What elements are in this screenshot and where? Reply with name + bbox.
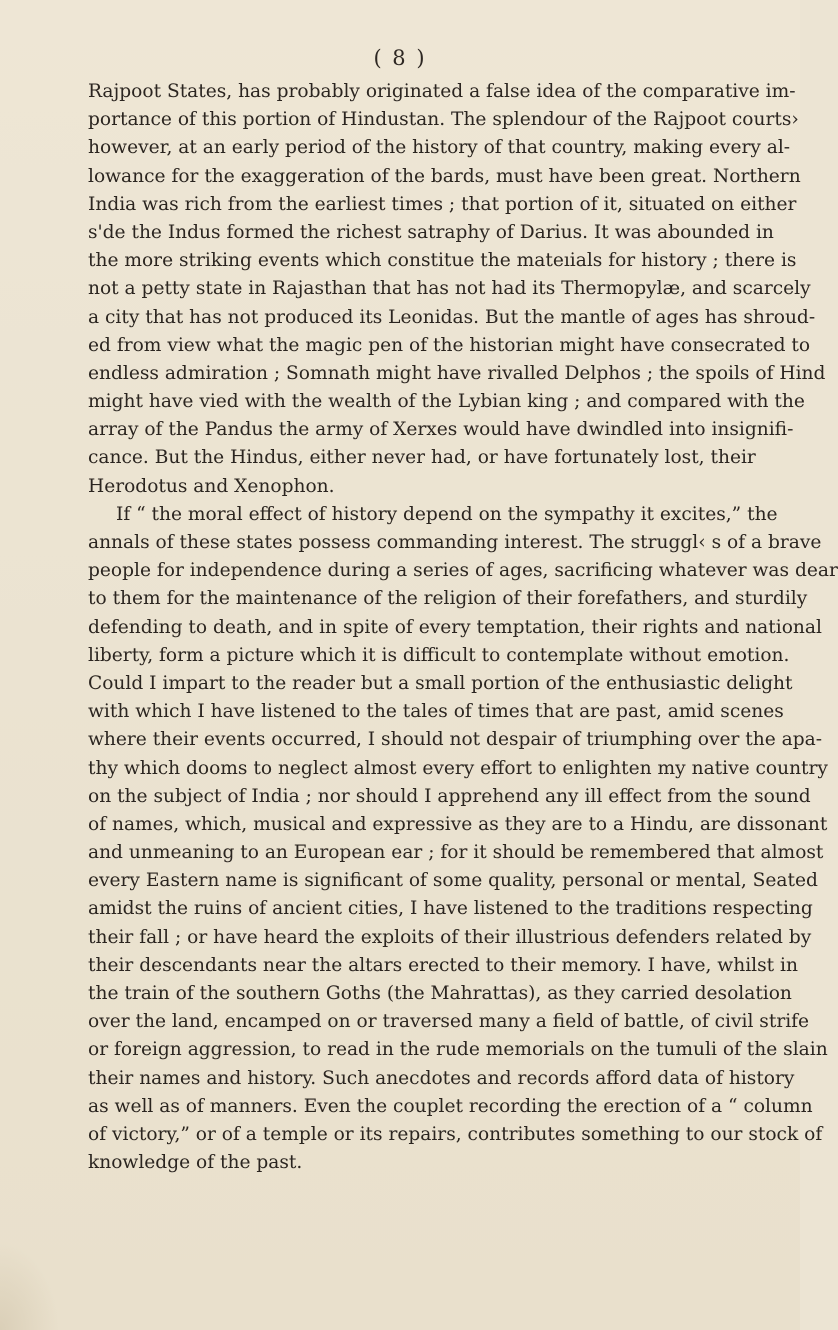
text-line: people for independence during a series of ages, sacrificing whatever was dear (88, 560, 838, 582)
text-line: as well as of manners. Even the couplet recording the erection of a “ column (88, 1095, 813, 1117)
text-line: cance. But the Hindus, either never had, or have fortunately lost, their (88, 447, 756, 469)
text-line: on the subject of India ; nor should I apprehend any ill effect from the sound (88, 785, 811, 807)
text-line: defending to death, and in spite of every temptation, their rights and national (88, 616, 822, 638)
text-line: If “ the moral effect of history depend on the sympathy it excites,” the (116, 503, 778, 525)
text-line: with which I have listened to the tales of times that are past, amid scenes (88, 701, 784, 723)
text-line: their fall ; or have heard the exploits of their illustrious defenders related by (88, 926, 812, 948)
text-line: Rajpoot States, has probably originated a false idea of the comparative im- (88, 81, 796, 102)
text-line: however, at an early period of the history of that country, making every al- (88, 137, 791, 159)
text-line: to them for the maintenance of the religion of their forefathers, and sturdily (88, 588, 808, 610)
text-line: annals of these states possess commanding interest. The struggl‹ s of a brave (88, 532, 822, 553)
text-line: array of the Pandus the army of Xerxes would have dwindled into insignifi- (88, 419, 794, 441)
text-line: and unmeaning to an European ear ; for it should be remembered that almost (88, 842, 824, 864)
text-line: amidst the ruins of ancient cities, I have listened to the traditions respecting (88, 898, 813, 920)
text-line: their descendants near the altars erected to their memory. I have, whilst in (88, 954, 798, 976)
text-line: thy which dooms to neglect almost every effort to enlighten my native country (88, 757, 828, 779)
text-line: liberty, form a picture which it is difficult to contemplate without emotion. (88, 644, 790, 666)
text-line: Could I impart to the reader but a small portion of the enthusiastic delight (88, 672, 793, 694)
text-line: over the land, encamped on or traversed many a field of battle, of civil strife (88, 1011, 810, 1033)
text-line: every Eastern name is significant of some quality, personal or mental, Seated (88, 870, 818, 892)
text-line: where their events occurred, I should not despair of triumphing over the apa- (88, 729, 822, 751)
text-line: endless admiration ; Somnath might have rivalled Delphos ; the spoils of Hind (88, 362, 826, 384)
text-line: portance of this portion of Hindustan. The splendour of the Rajpoot courts› (88, 109, 799, 131)
text-line: a city that has not produced its Leonidas. But the mantle of ages has shroud- (88, 306, 816, 328)
text-line: Herodotus and Xenophon. (88, 475, 335, 497)
text-line: the more striking events which constitue the mateıials for history ; there is (88, 250, 797, 272)
text-line: not a petty state in Rajasthan that has not had its Thermopylæ, and scarcely (88, 278, 811, 300)
text-line: of victory,” or of a temple or its repairs, contributes something to our stock of (88, 1123, 823, 1145)
text-line: their names and history. Such anecdotes and records afford data of history (88, 1067, 795, 1089)
text-line: lowance for the exaggeration of the bards, must have been great. Northern (88, 165, 801, 187)
text-line: might have vied with the wealth of the Lybian king ; and compared with the (88, 391, 805, 413)
body-text (88, 78, 838, 1177)
text-line: knowledge of the past. (88, 1152, 303, 1174)
text-line: ed from view what the magic pen of the historian might have consecrated to (88, 334, 811, 356)
text-line: of names, which, musical and expressive as they are to a Hindu, are dissonant (88, 813, 828, 835)
text-line: s'de the Indus formed the richest satraphy of Darius. It was abounded in (88, 221, 774, 243)
text-line: the train of the southern Goths (the Mahrattas), as they carried desolation (88, 983, 792, 1004)
page-number: ( 8 ) (373, 46, 427, 70)
paper-stain (0, 1240, 60, 1330)
text-line: or foreign aggression, to read in the rude memorials on the tumuli of the slain (88, 1039, 828, 1061)
text-line: India was rich from the earliest times ; that portion of it, situated on either (88, 193, 797, 215)
